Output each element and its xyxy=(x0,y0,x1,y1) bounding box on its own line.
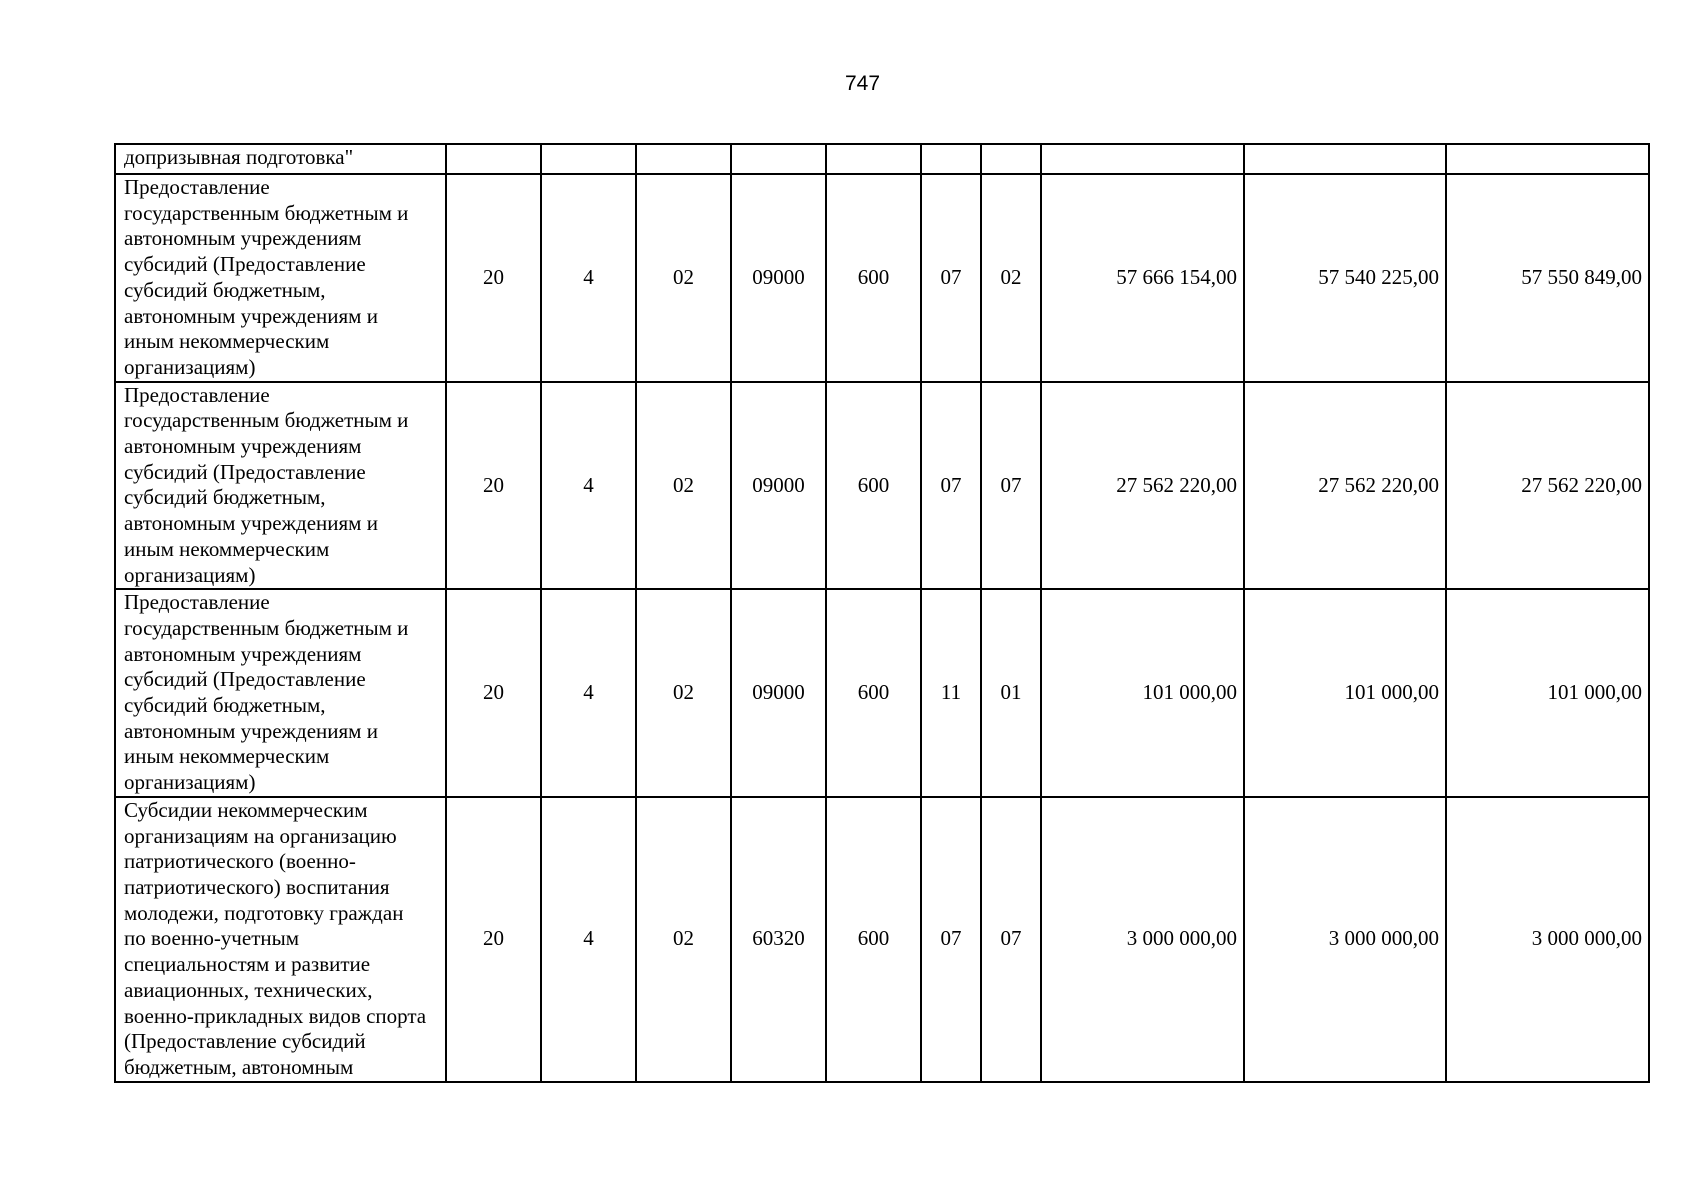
cell-code-4 xyxy=(731,144,826,174)
row-description: Предоставление государственным бюджетным и автономным учреждениям субсидий (Предоставление субсидий бюджетным, автономным учреждениям и иным некоммерческим организациям) xyxy=(115,589,446,797)
table-row xyxy=(115,589,1649,797)
cell-amount-3: 57 550 849,00 xyxy=(1446,174,1649,382)
row-description: допризывная подготовка" xyxy=(115,144,446,174)
cell-code-2: 4 xyxy=(541,174,636,382)
cell-section: 07 xyxy=(921,797,981,1082)
cell-amount-3: 101 000,00 xyxy=(1446,589,1649,797)
cell-amount-1 xyxy=(1041,144,1244,174)
cell-code-3 xyxy=(636,144,731,174)
cell-amount-1: 3 000 000,00 xyxy=(1041,797,1244,1082)
cell-code-4: 09000 xyxy=(731,174,826,382)
cell-amount-1: 101 000,00 xyxy=(1041,589,1244,797)
cell-expense-type: 600 xyxy=(826,589,921,797)
cell-code-3: 02 xyxy=(636,797,731,1082)
cell-code-1 xyxy=(446,144,541,174)
cell-code-2: 4 xyxy=(541,589,636,797)
cell-code-1: 20 xyxy=(446,797,541,1082)
cell-amount-2: 101 000,00 xyxy=(1244,589,1446,797)
cell-code-2: 4 xyxy=(541,797,636,1082)
cell-subsection: 01 xyxy=(981,589,1041,797)
table-row xyxy=(115,797,1649,1082)
cell-section xyxy=(921,144,981,174)
cell-subsection: 07 xyxy=(981,382,1041,590)
row-description: Субсидии некоммерческим организациям на организацию патриотического (военно- патриотического) воспитания молодежи, подготовку граждан по военно-учетным специальностям и развитие авиационных, технических, военно-прикладных видов спорта (Предоставление субсидий бюджетным, автономным xyxy=(115,797,446,1082)
cell-expense-type: 600 xyxy=(826,382,921,590)
cell-code-4: 09000 xyxy=(731,382,826,590)
table-row xyxy=(115,144,1649,174)
page-number: 747 xyxy=(844,72,881,95)
cell-section: 07 xyxy=(921,174,981,382)
cell-subsection: 02 xyxy=(981,174,1041,382)
cell-amount-2 xyxy=(1244,144,1446,174)
cell-code-3: 02 xyxy=(636,589,731,797)
cell-amount-3: 27 562 220,00 xyxy=(1446,382,1649,590)
cell-code-2: 4 xyxy=(541,382,636,590)
cell-code-3: 02 xyxy=(636,382,731,590)
cell-amount-3: 3 000 000,00 xyxy=(1446,797,1649,1082)
cell-amount-3 xyxy=(1446,144,1649,174)
cell-amount-1: 57 666 154,00 xyxy=(1041,174,1244,382)
cell-expense-type: 600 xyxy=(826,797,921,1082)
cell-subsection xyxy=(981,144,1041,174)
row-description: Предоставление государственным бюджетным и автономным учреждениям субсидий (Предоставление субсидий бюджетным, автономным учреждениям и иным некоммерческим организациям) xyxy=(115,174,446,382)
row-description: Предоставление государственным бюджетным и автономным учреждениям субсидий (Предоставление субсидий бюджетным, автономным учреждениям и иным некоммерческим организациям) xyxy=(115,382,446,590)
cell-section: 11 xyxy=(921,589,981,797)
cell-code-1: 20 xyxy=(446,174,541,382)
cell-code-4: 60320 xyxy=(731,797,826,1082)
cell-code-1: 20 xyxy=(446,589,541,797)
cell-amount-2: 57 540 225,00 xyxy=(1244,174,1446,382)
cell-code-4: 09000 xyxy=(731,589,826,797)
cell-expense-type xyxy=(826,144,921,174)
cell-amount-1: 27 562 220,00 xyxy=(1041,382,1244,590)
budget-table xyxy=(114,143,1650,1083)
cell-code-1: 20 xyxy=(446,382,541,590)
cell-section: 07 xyxy=(921,382,981,590)
table-row xyxy=(115,174,1649,382)
cell-amount-2: 3 000 000,00 xyxy=(1244,797,1446,1082)
cell-expense-type: 600 xyxy=(826,174,921,382)
table-row xyxy=(115,382,1649,590)
cell-amount-2: 27 562 220,00 xyxy=(1244,382,1446,590)
cell-subsection: 07 xyxy=(981,797,1041,1082)
cell-code-2 xyxy=(541,144,636,174)
cell-code-3: 02 xyxy=(636,174,731,382)
